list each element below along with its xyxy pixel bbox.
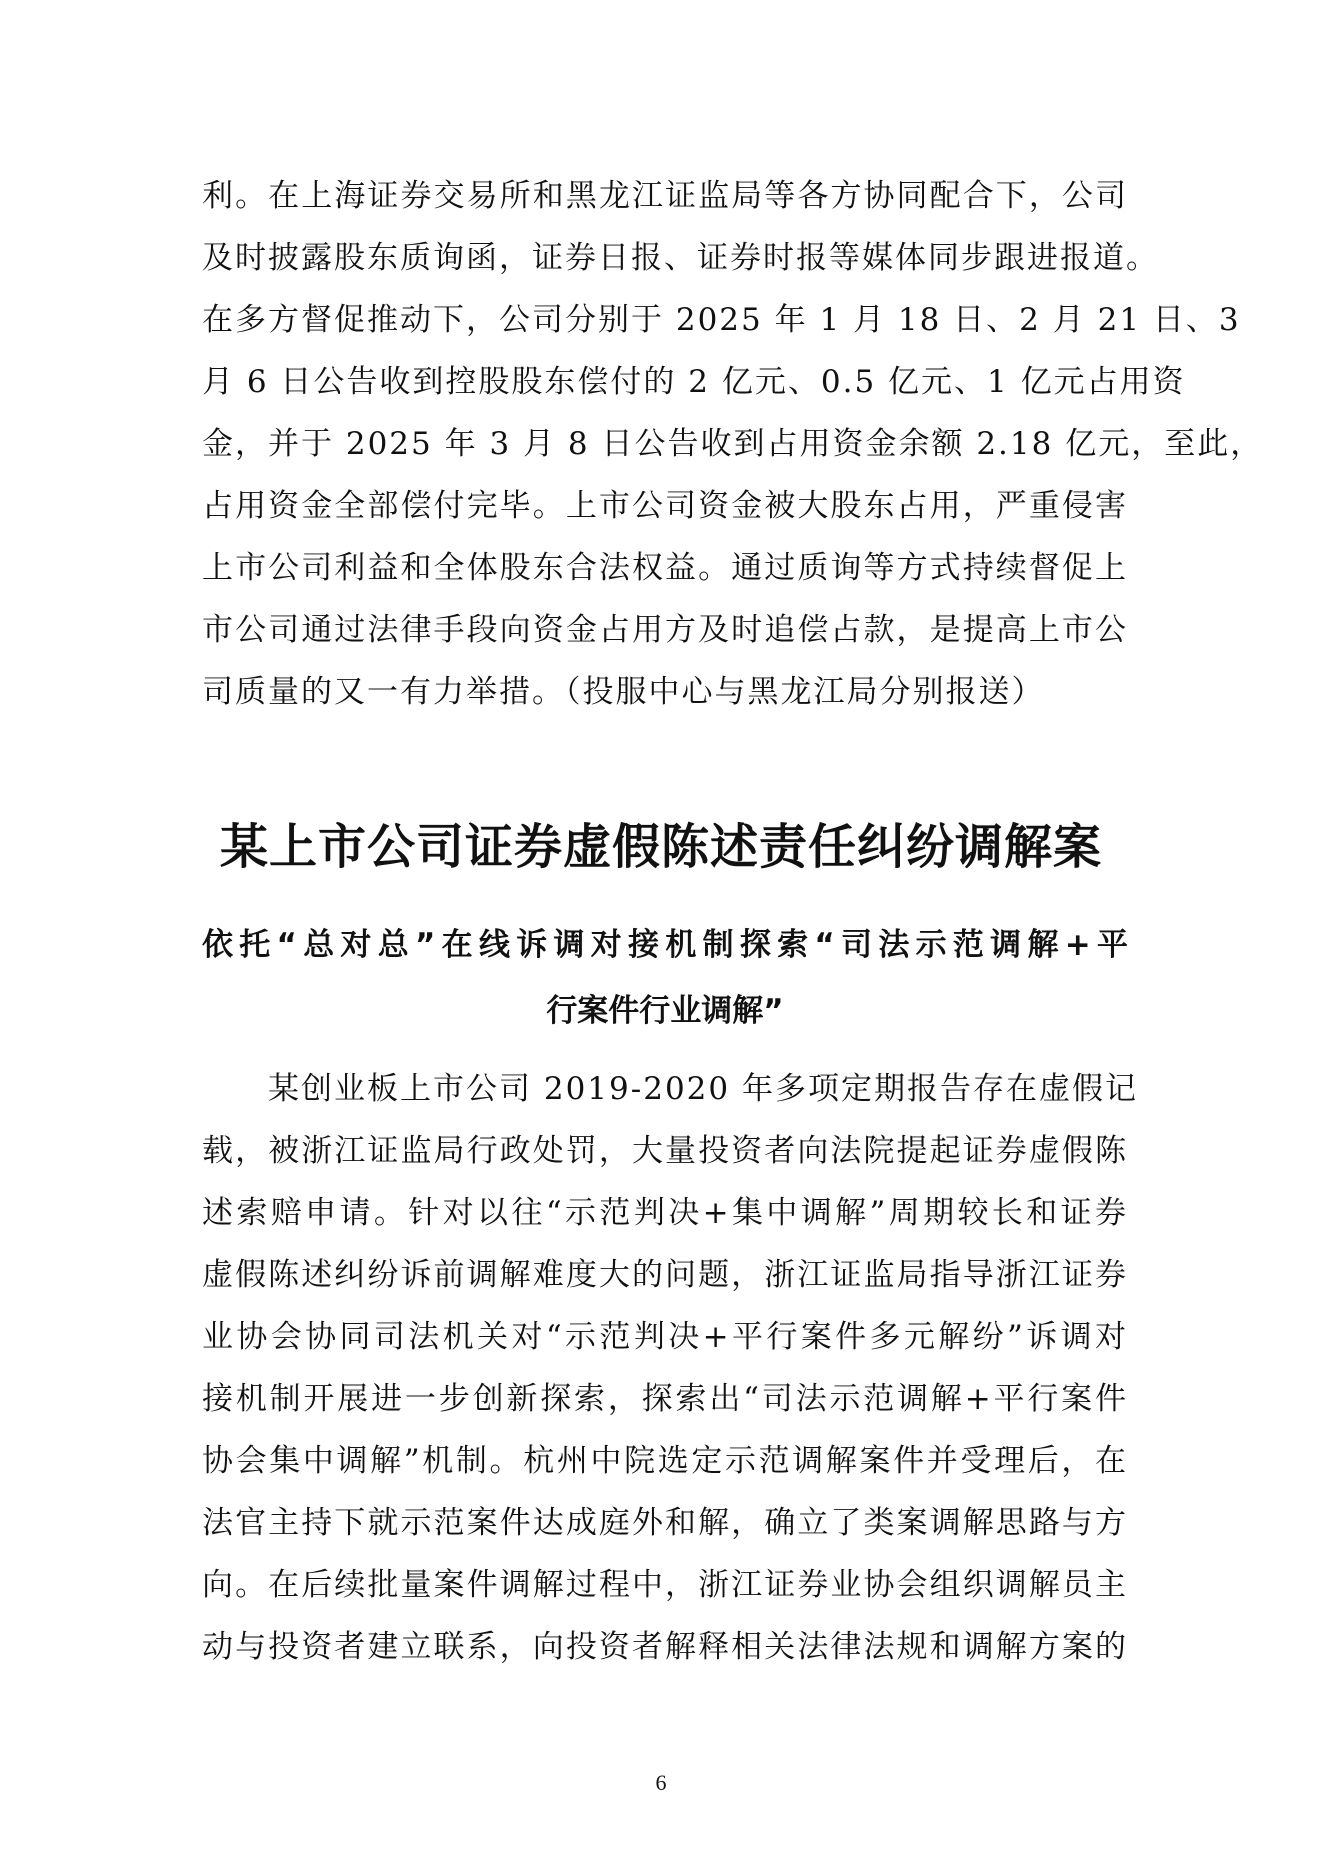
paragraph-line: 向。在后续批量案件调解过程中，浙江证券业协会组织调解员主 — [202, 1567, 1128, 1603]
paragraph-line: 协会集中调解”机制。杭州中院选定示范调解案件并受理后，在 — [202, 1443, 1128, 1479]
intro-paragraph — [202, 165, 1264, 723]
paragraph-line: 利。在上海证券交易所和黑龙江证监局等各方协同配合下，公司 — [202, 178, 1128, 214]
paragraph-line: 市公司通过法律手段向资金占用方及时追偿占款，是提高上市公 — [202, 612, 1128, 648]
paragraph-line: 占用资金全部偿付完毕。上市公司资金被大股东占用，严重侵害 — [202, 488, 1128, 524]
section-title: 某上市公司证券虚假陈述责任纠纷调解案 — [219, 819, 1102, 875]
paragraph-line: 月 6 日公告收到控股股东偿付的 2 亿元、0.5 亿元、1 亿元占用资 — [202, 364, 1186, 400]
paragraph-line: 法官主持下就示范案件达成庭外和解，确立了类案调解思路与方 — [202, 1505, 1128, 1541]
paragraph-line: 及时披露股东质询函，证券日报、证券时报等媒体同步跟进报道。 — [202, 240, 1159, 276]
paragraph-line: 上市公司利益和全体股东合法权益。通过质询等方式持续督促上 — [202, 550, 1128, 586]
paragraph-line: 司质量的又一有力举措。（投服中心与黑龙江局分别报送） — [202, 674, 1045, 710]
paragraph-line: 在多方督促推动下，公司分别于 2025 年 1 月 18 日、2 月 21 日、3 — [202, 302, 1241, 338]
paragraph-line: 某创业板上市公司 2019-2020 年多项定期报告存在虚假记 — [202, 1071, 1138, 1107]
subtitle-line: 依托“总对总”在线诉调对接机制探索“司法示范调解+平 — [202, 927, 1128, 963]
paragraph-line: 业协会协同司法机关对“示范判决+平行案件多元解纷”诉调对 — [202, 1319, 1128, 1355]
paragraph-line: 载，被浙江证监局行政处罚，大量投资者向法院提起证券虚假陈 — [202, 1133, 1128, 1169]
subtitle-line: 行案件行业调解” — [546, 993, 784, 1029]
paragraph-line: 金，并于 2025 年 3 月 8 日公告收到占用资金余额 2.18 亿元，至此， — [202, 426, 1264, 462]
section-subtitle — [202, 912, 1128, 1044]
paragraph-line: 述索赔申请。针对以往“示范判决+集中调解”周期较长和证券 — [202, 1195, 1128, 1231]
paragraph-line: 动与投资者建立联系，向投资者解释相关法律法规和调解方案的 — [202, 1629, 1128, 1665]
paragraph-line: 虚假陈述纠纷诉前调解难度大的问题，浙江证监局指导浙江证券 — [202, 1257, 1128, 1293]
paragraph-line: 接机制开展进一步创新探索，探索出“司法示范调解+平行案件 — [202, 1381, 1128, 1417]
page-number: 6 — [655, 1770, 667, 1795]
body-paragraph — [202, 1058, 1138, 1678]
